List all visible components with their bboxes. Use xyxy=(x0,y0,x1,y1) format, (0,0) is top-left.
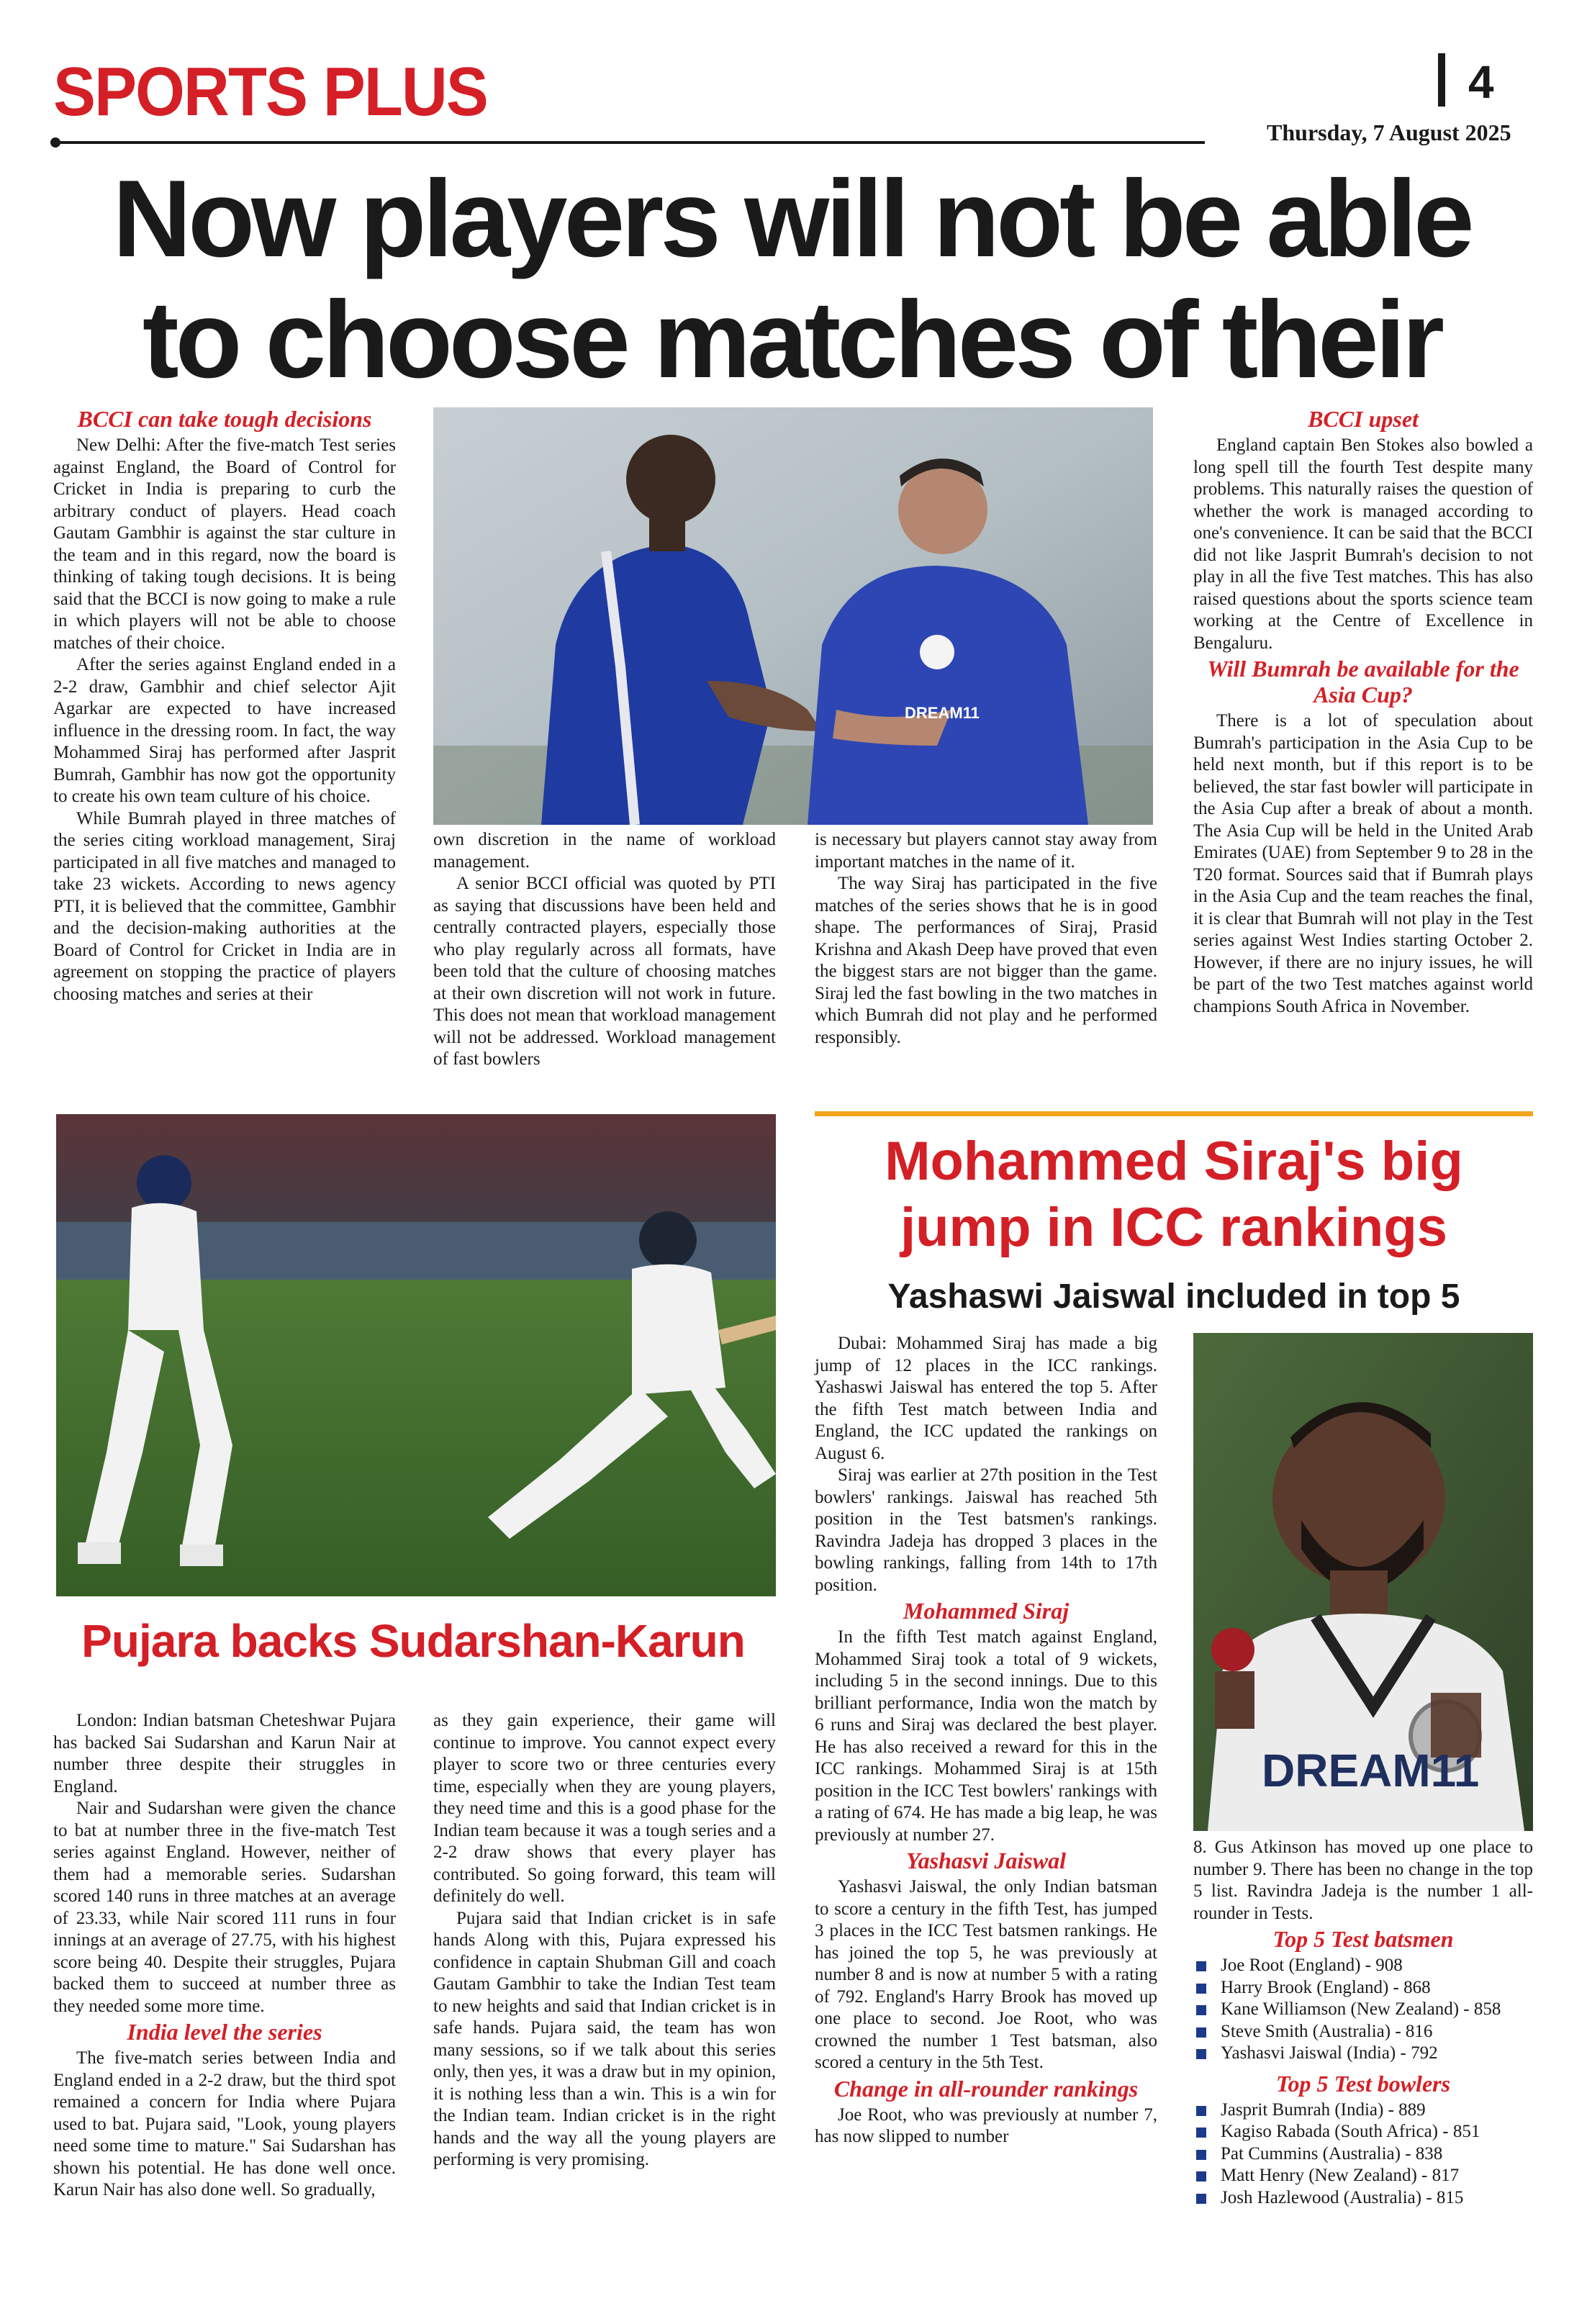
bowlers-rankings-list xyxy=(1193,2099,1533,2210)
photo-sponsor-text: DREAM11 xyxy=(1262,1745,1480,1796)
page-number-bar xyxy=(1438,53,1445,107)
pujara-story-column-1 xyxy=(53,1710,396,2202)
main-story-column-4 xyxy=(1193,404,1533,1018)
siraj-story-column-1 xyxy=(815,1333,1157,2148)
article-paragraph: A senior BCCI official was quoted by PTI as saying that discussions have been held and centrally contracted players, especially those who play regularly across all formats, have been told that the culture of choosing matches at their own discretion will not work in future. This does not mean that workload management will not be addressed. Workload management of fast bowlers xyxy=(433,874,776,1069)
article-paragraph: is necessary but players cannot stay away from important matches in the name of it. xyxy=(815,830,1157,872)
siraj-headline: Mohammed Siraj's big jump in ICC rankings xyxy=(885,1131,1463,1258)
article-paragraph: There is a lot of speculation about Bumrah's participation in the Asia Cup to be held next month, but if this report is to be believed, the star fast bowler will participate in the Asia Cup after a break of about a month. The Asia Cup will be held in the United Arab Emirates (UAE) from September 9 to 28 in the T20 format. Sources said that if Bumrah plays in the Asia Cup and the team reaches the final, it is clear that Bumrah will not play in the Test series against West Indies starting October 2. However, if there are no injury issues, he will be part of the two Test matches against world champions South Africa in November. xyxy=(1193,711,1533,1016)
section-divider xyxy=(815,1111,1533,1116)
batsmen-rankings-list xyxy=(1193,1955,1533,2065)
article-paragraph: The way Siraj has participated in the five matches of the series shows that he is in good shape. The performances of Siraj, Prasid Krishna and Akash Deep have proved that even the biggest stars are not bigger than the game. Siraj led the fast bowling in the two matches in which Bumrah did not play and he performed responsibly. xyxy=(815,874,1157,1047)
issue-date: Thursday, 7 August 2025 xyxy=(1267,119,1511,145)
pujara-story-column-2 xyxy=(433,1710,776,2171)
pujara-subhead: India level the series xyxy=(127,2019,322,2045)
ranking-item: Steve Smith (Australia) - 816 xyxy=(1193,2021,1533,2043)
article-paragraph: as they gain experience, their game will continue to improve. You cannot expect every player to score two or three centuries every time, especially when they are young players, they need time and this is a good phase for the Indian team because it was a tough series and a 2-2 draw shows that every player has contributed. So going forward, this team will definitely do well. xyxy=(433,1711,776,1906)
main-story-subhead: BCCI can take tough decisions xyxy=(77,406,372,432)
ranking-item: Yashasvi Jaiswal (India) - 792 xyxy=(1193,2043,1533,2065)
rankings-title-bowlers: Top 5 Test bowlers xyxy=(1275,2070,1451,2097)
page-number: 4 xyxy=(1468,56,1494,108)
siraj-subhead: Mohammed Siraj xyxy=(903,1598,1070,1624)
article-paragraph: England captain Ben Stokes also bowled a long spell till the fourth Test despite many problems. This naturally raises the question of whether the work is managed according to one's convenience. It can be said that the BCCI did not like Jasprit Bumrah's decision to not play in all the five Test matches. This has also raised questions about the sports science team working at the Centre of Excellence in Bengaluru. xyxy=(1193,435,1533,653)
main-story-column-1 xyxy=(53,404,396,1005)
ranking-item: Matt Henry (New Zealand) - 817 xyxy=(1193,2165,1533,2187)
article-paragraph: New Delhi: After the five-match Test series against England, the Board of Control for Cricket in India is preparing to curb the arbitrary conduct of players. Head coach Gautam Gambhir is against the star culture in the team and in this regard, now the board is thinking of taking tough decisions. It is being said that the BCCI is now going to make a rule in which players will not be able to choose matches of their choice. xyxy=(53,435,396,653)
ranking-item: Kagiso Rabada (South Africa) - 851 xyxy=(1193,2121,1533,2143)
pujara-headline: Pujara backs Sudarshan-Karun xyxy=(81,1615,745,1667)
main-story-column-3 xyxy=(815,829,1157,1049)
siraj-photo xyxy=(1193,1333,1533,1831)
article-paragraph: Joe Root, who was previously at number 7, has now slipped to number xyxy=(815,2104,1157,2146)
article-paragraph: 8. Gus Atkinson has moved up one place to number 9. There has been no change in the top 5 list. Ravindra Jadeja is the number 1 all-rounder in Tests. xyxy=(1193,1837,1533,1923)
main-story-column-2 xyxy=(433,829,776,1071)
rankings-title-batsmen: Top 5 Test batsmen xyxy=(1272,1926,1454,1952)
article-paragraph: own discretion in the name of workload management. xyxy=(433,830,776,872)
ranking-item: Josh Hazlewood (Australia) - 815 xyxy=(1193,2187,1533,2210)
bumrah-gambhir-photo xyxy=(433,407,1153,825)
ranking-item: Pat Cummins (Australia) - 838 xyxy=(1193,2143,1533,2166)
main-headline: Now players will not be able to choose matches of their xyxy=(112,158,1471,401)
batsmen-running-photo xyxy=(56,1114,776,1596)
siraj-subhead: Yashasvi Jaiswal xyxy=(906,1848,1066,1873)
article-paragraph: Yashasvi Jaiswal, the only Indian batsman to score a century in the fifth Test, has jumped 3 places in the ICC Test batsmen rankings. He has joined the top 5, he was previously at number 8 and is now at number 5 with a rating of 792. England's Harry Brook has moved up one place to second. Joe Root, who was crowned the number 1 Test batsman, also scored a century in the 5th Test. xyxy=(815,1877,1157,2072)
article-paragraph: Pujara said that Indian cricket is in safe hands Along with this, Pujara expressed his confidence in captain Shubman Gill and coach Gautam Gambhir to take the Indian Test team to new heights and said that Indian cricket is in safe hands. Pujara said, the team has won many sessions, so if we talk about this series only, then yes, it was a draw but in my opinion, it is nothing less than a win. This is a win for the Indian team. Indian cricket is in the right hands and the way all the young players are performing is very promising. xyxy=(433,1908,776,2169)
article-paragraph: Nair and Sudarshan were given the chance to bat at number three in the five-match Test series against England. However, neither of them had a memorable series. Sudarshan scored 140 runs in three matches at an average of 23.33, while Nair scored 111 runs in four innings at an average of 27.75, with his highest score being 40. Despite their struggles, Pujara backed them to succeed at number three as they needed some more time. xyxy=(53,1799,396,2016)
main-story-subhead: BCCI upset xyxy=(1308,406,1419,432)
siraj-story-column-2 xyxy=(1193,1837,1533,2209)
siraj-subheadline: Yashaswi Jaiswal included in top 5 xyxy=(887,1278,1460,1316)
article-paragraph: While Bumrah played in three matches of the series citing workload management, Siraj participated in all five matches and managed to take 23 wickets. According to news agency PTI, it is believed that the committee, Gambhir and the decision-making authorities at the Board of Control for Cricket in India are in agreement on stopping the practice of players choosing matches and series at their xyxy=(53,808,396,1004)
ranking-item: Joe Root (England) - 908 xyxy=(1193,1955,1533,1977)
article-paragraph: London: Indian batsman Cheteshwar Pujara has backed Sai Sudarshan and Karun Nair at number three despite their struggles in England. xyxy=(53,1711,396,1796)
article-paragraph: Siraj was earlier at 27th position in the Test bowlers' rankings. Jaiswal has reached 5th position in the Test batsmen's rankings. Ravindra Jadeja has dropped 3 places in the bowling rankings, falling from 14th to 17th position. xyxy=(815,1465,1157,1595)
header-rule xyxy=(53,141,1205,144)
siraj-subhead: Change in all-rounder rankings xyxy=(833,2075,1139,2102)
section-title: SPORTS PLUS xyxy=(53,53,488,130)
article-paragraph: In the fifth Test match against England, Mohammed Siraj took a total of 9 wickets, including 5 in the second innings. Due to this brilliant performance, India won the match by 6 runs and Siraj was declared the best player. He has also received a reward for this in the ICC rankings. Mohammed Siraj is at 15th position in the ICC Test bowlers' rankings with a rating of 674. He has made a big leap, he was previously at number 27. xyxy=(815,1627,1157,1845)
article-paragraph: The five-match series between India and England ended in a 2-2 draw, but the third spot remained a concern for India where Pujara used to bat. Pujara said, "Look, young players need some time to mature." Sai Sudarshan has shown his potential. He has done well once. Karun Nair has also done well. So gradually, xyxy=(53,2048,396,2199)
ranking-item: Harry Brook (England) - 868 xyxy=(1193,1977,1533,1999)
photo-sponsor-text: DREAM11 xyxy=(905,704,980,722)
ranking-item: Kane Williamson (New Zealand) - 858 xyxy=(1193,1999,1533,2021)
ranking-item: Jasprit Bumrah (India) - 889 xyxy=(1193,2099,1533,2122)
article-paragraph: After the series against England ended in a 2-2 draw, Gambhir and chief selector Ajit Agarkar are expected to have increased influence in the dressing room. In fact, the way Mohammed Siraj has performed after Jasprit Bumrah, Gambhir has now got the opportunity to create his own team culture of his choice. xyxy=(53,655,396,806)
article-paragraph: Dubai: Mohammed Siraj has made a big jump of 12 places in the ICC rankings. Yashaswi Jaiswal has entered the top 5. After the fifth Test match between India and England, the ICC updated the rankings on August 6. xyxy=(815,1334,1157,1463)
main-story-subhead: Will Bumrah be available for the Asia Cup? xyxy=(1207,656,1519,707)
